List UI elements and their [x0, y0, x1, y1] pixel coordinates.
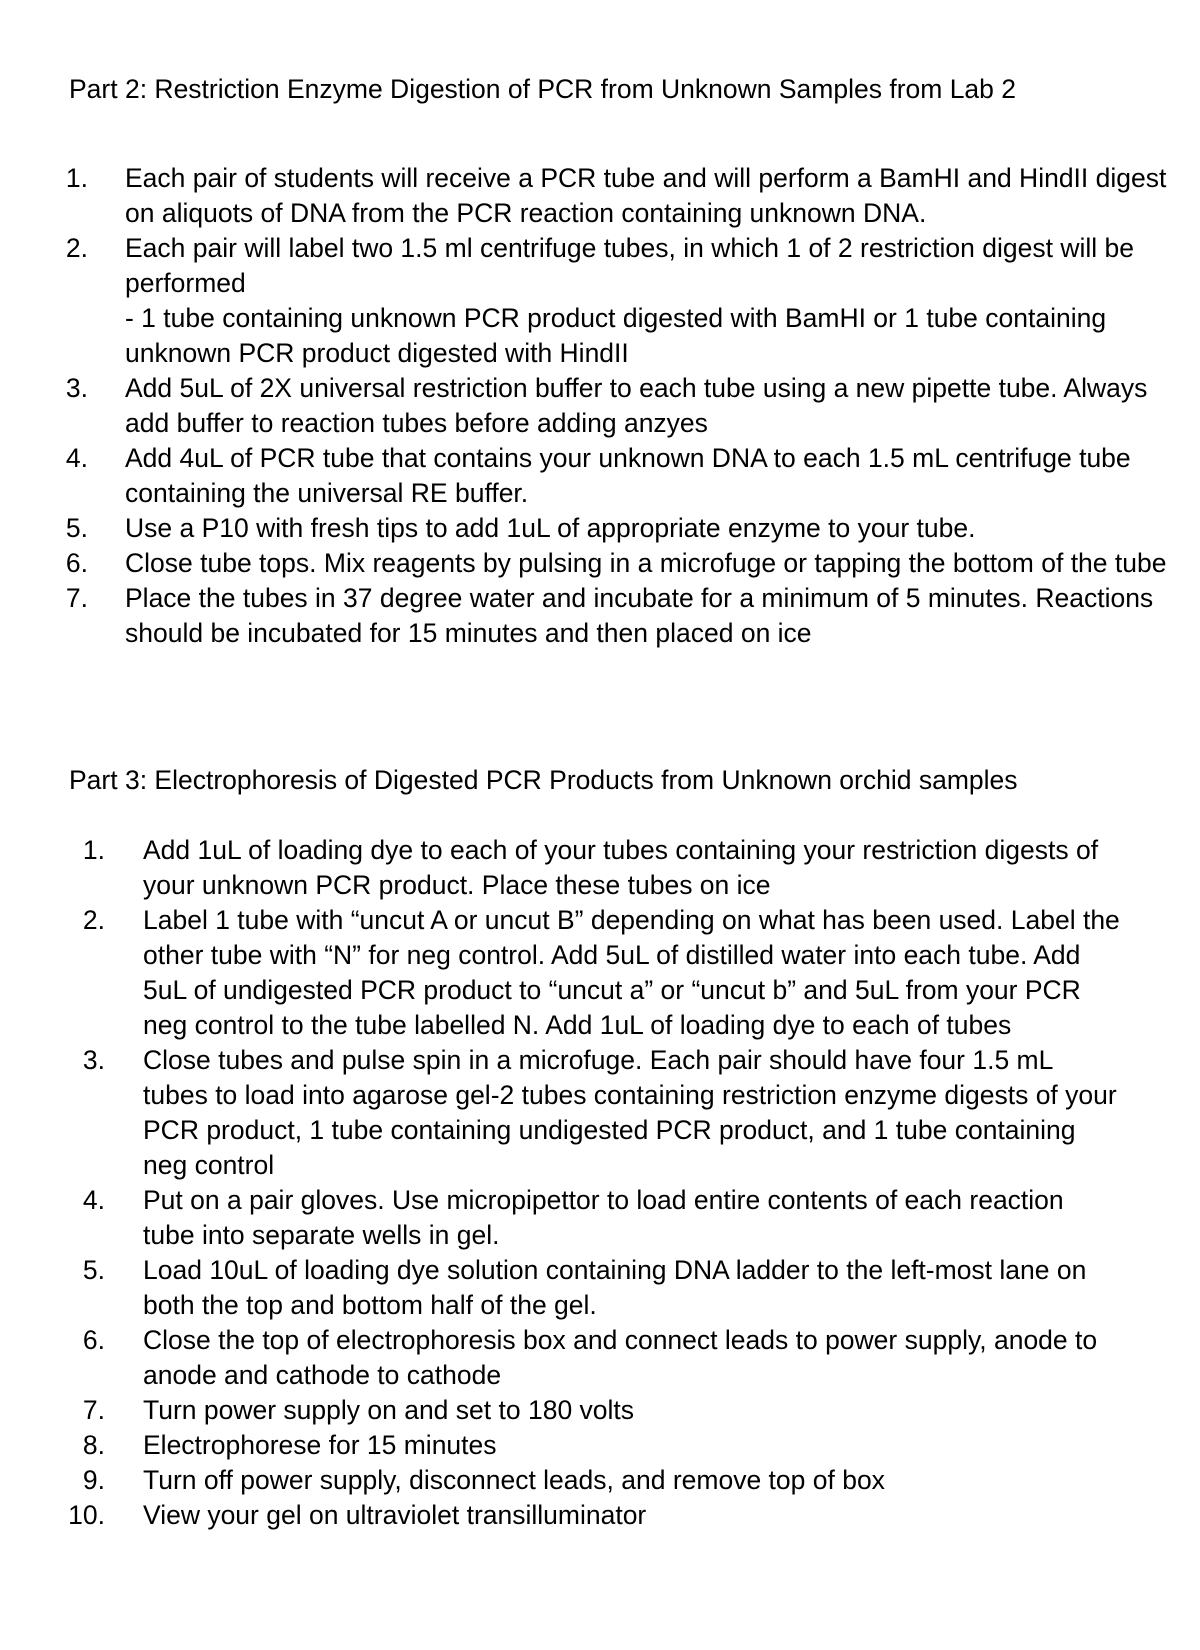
step-number: 6.: [82, 1325, 105, 1355]
step-text: Each pair will label two 1.5 ml centrifuge tubes, in which 1 of 2 restriction digest will be performed: [125, 233, 1134, 298]
part2-step: [0, 371, 1180, 441]
step-number: 2.: [82, 905, 105, 935]
step-text: Close tube tops. Mix reagents by pulsing in a microfuge or tapping the bottom of the tube: [125, 548, 1167, 578]
step-number: 1.: [65, 163, 88, 193]
part3-step: [0, 903, 1120, 1043]
part3-step: [0, 1428, 1120, 1463]
step-number: 8.: [82, 1430, 105, 1460]
step-text: Add 5uL of 2X universal restriction buffer to each tube using a new pipette tube. Always add buffer to reaction tubes before adding anzyes: [125, 373, 1148, 438]
part3-step-list: [0, 833, 1120, 1533]
part2-step: [0, 161, 1180, 231]
step-text: Label 1 tube with “uncut A or uncut B” depending on what has been used. Label the other tube with “N” for neg control. Add 5uL of distilled water into each tube. Add 5uL of undigested PCR product to “uncut a” or “uncut b” and 5uL from your PCR neg control to the tube labelled N. Add 1uL of loading dye to each of tubes: [143, 905, 1120, 1040]
step-number: 10.: [68, 1500, 105, 1530]
step-text: View your gel on ultraviolet transilluminator: [143, 1500, 647, 1530]
step-text: Place the tubes in 37 degree water and incubate for a minimum of 5 minutes. Reactions should be incubated for 15 minutes and then placed on ice: [125, 583, 1154, 648]
step-text: Load 10uL of loading dye solution containing DNA ladder to the left-most lane on both the top and bottom half of the gel.: [143, 1255, 1087, 1320]
step-number: 5.: [65, 513, 88, 543]
step-number: 4.: [82, 1185, 105, 1215]
step-number: 1.: [82, 835, 105, 865]
step-text: Put on a pair gloves. Use micropipettor to load entire contents of each reaction tube into separate wells in gel.: [143, 1185, 1064, 1250]
step-text: Close tubes and pulse spin in a microfuge. Each pair should have four 1.5 mL tubes to load into agarose gel-2 tubes containing restriction enzyme digests of your PCR product, 1 tube containing undigested PCR product, and 1 tube containing neg control: [143, 1045, 1117, 1180]
step-text: Close the top of electrophoresis box and connect leads to power supply, anode to anode and cathode to cathode: [143, 1325, 1098, 1390]
part2-step: [0, 511, 1180, 546]
part3-step: [0, 1043, 1120, 1183]
part3-step: [0, 1183, 1120, 1253]
step-text: Turn power supply on and set to 180 volts: [143, 1395, 635, 1425]
step-number: 7.: [82, 1395, 105, 1425]
part2-step: [0, 441, 1180, 511]
part3-step: [0, 1323, 1120, 1393]
part3-step: [0, 1253, 1120, 1323]
part3-step: [0, 1463, 1120, 1498]
step-text: Use a P10 with fresh tips to add 1uL of appropriate enzyme to your tube.: [125, 513, 976, 543]
step-text: Add 4uL of PCR tube that contains your unknown DNA to each 1.5 mL centrifuge tube containing the universal RE buffer.: [125, 443, 1131, 508]
step-text: Add 1uL of loading dye to each of your tubes containing your restriction digests of your unknown PCR product. Place these tubes on ice: [143, 835, 1099, 900]
part2-step-list: [0, 161, 1180, 651]
step-number: 9.: [82, 1465, 105, 1495]
step-number: 6.: [65, 548, 88, 578]
step-number: 3.: [65, 373, 88, 403]
step-number: 3.: [82, 1045, 105, 1075]
step-subnote: - 1 tube containing unknown PCR product digested with BamHI or 1 tube containing unknown PCR product digested with HindII: [125, 303, 1107, 368]
part3-heading: Part 3: Electrophoresis of Digested PCR Products from Unknown orchid samples: [69, 765, 1018, 795]
step-number: 4.: [65, 443, 88, 473]
part3-step: [0, 833, 1120, 903]
step-number: 7.: [65, 583, 88, 613]
part2-heading: Part 2: Restriction Enzyme Digestion of PCR from Unknown Samples from Lab 2: [69, 74, 1017, 104]
part3-step: [0, 1498, 1120, 1533]
part3-step: [0, 1393, 1120, 1428]
part2-step: [0, 231, 1180, 371]
part2-step: [0, 546, 1180, 581]
step-text: Each pair of students will receive a PCR tube and will perform a BamHI and HindII digest on aliquots of DNA from the PCR reaction containing unknown DNA.: [125, 163, 1167, 228]
step-text: Electrophorese for 15 minutes: [143, 1430, 497, 1460]
step-number: 5.: [82, 1255, 105, 1285]
step-text: Turn off power supply, disconnect leads, and remove top of box: [143, 1465, 885, 1495]
part2-step: [0, 581, 1180, 651]
step-number: 2.: [65, 233, 88, 263]
